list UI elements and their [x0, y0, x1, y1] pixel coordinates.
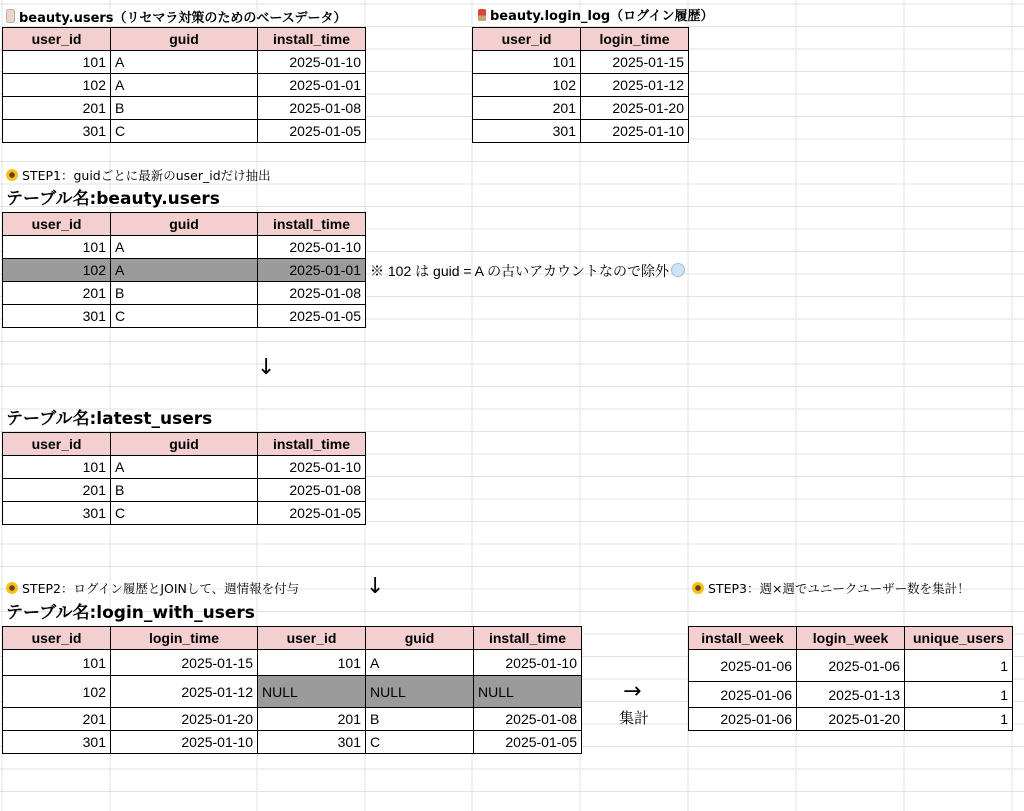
cell-login-time[interactable]: 2025-01-12 [111, 676, 258, 708]
column-header[interactable]: user_id [3, 28, 111, 51]
column-header[interactable]: guid [111, 28, 258, 51]
cell-user-id[interactable]: 101 [3, 456, 111, 479]
sunflower-icon [6, 169, 18, 181]
cell-guid[interactable]: C [111, 305, 258, 328]
column-header[interactable]: guid [111, 433, 258, 456]
cell-install-week[interactable]: 2025-01-06 [689, 708, 797, 731]
table-row-excluded [3, 259, 366, 282]
cell-null[interactable]: NULL [258, 676, 366, 708]
cell-install-time[interactable]: 2025-01-01 [258, 74, 366, 97]
cell-install-time[interactable]: 2025-01-08 [474, 708, 582, 731]
cell-unique-users[interactable]: 1 [905, 682, 1013, 708]
cell-user-id[interactable]: 101 [473, 51, 581, 74]
table-row [689, 650, 1013, 682]
cell-guid[interactable]: A [111, 51, 258, 74]
latest-users-table[interactable] [2, 432, 366, 525]
cell-install-time[interactable]: 2025-01-08 [258, 479, 366, 502]
latest-users-table-name: テーブル名:latest_users [6, 409, 213, 429]
cell-user-id[interactable]: 201 [473, 97, 581, 120]
cell-install-time[interactable]: 2025-01-10 [258, 51, 366, 74]
column-header[interactable]: install_time [474, 627, 582, 650]
cell-user-id[interactable]: 201 [3, 708, 111, 731]
aggregate-label: 集計 [619, 709, 650, 727]
column-header[interactable]: install_time [258, 433, 366, 456]
column-header[interactable]: login_week [797, 627, 905, 650]
cell-login-week[interactable]: 2025-01-06 [797, 650, 905, 682]
cell-login-time[interactable]: 2025-01-15 [581, 51, 689, 74]
table-row [3, 502, 366, 525]
exclusion-note: ※ 102 は guid = A の古いアカウントなので除外 [370, 262, 685, 280]
cell-user-id[interactable]: 301 [3, 305, 111, 328]
cell-login-week[interactable]: 2025-01-20 [797, 708, 905, 731]
table-row [473, 74, 689, 97]
cell-unique-users[interactable]: 1 [905, 650, 1013, 682]
login-log-table[interactable] [472, 27, 689, 143]
column-header[interactable]: user_id [3, 433, 111, 456]
right-arrow: → [623, 679, 642, 704]
table-row [3, 305, 366, 328]
step3-caption: STEP3：週×週でユニークユーザー数を集計！ [692, 581, 970, 597]
users-base-caption: beauty.users（リセマラ対策のためのベースデータ） [4, 9, 347, 27]
cell-user-id[interactable]: 201 [3, 479, 111, 502]
cell-login-time[interactable]: 2025-01-15 [111, 650, 258, 676]
column-header[interactable]: user_id [3, 627, 111, 650]
cell-joined-user-id[interactable]: 201 [258, 708, 366, 731]
column-header[interactable]: guid [111, 213, 258, 236]
cell-guid[interactable]: B [111, 479, 258, 502]
cell-guid[interactable]: B [366, 708, 474, 731]
cell-install-time[interactable]: 2025-01-10 [258, 236, 366, 259]
cell-user-id[interactable]: 102 [3, 676, 111, 708]
cell-install-week[interactable]: 2025-01-06 [689, 682, 797, 708]
table-row [3, 282, 366, 305]
cell-login-time[interactable]: 2025-01-10 [581, 120, 689, 143]
table-row [689, 682, 1013, 708]
cell-guid[interactable]: A [111, 456, 258, 479]
column-header[interactable]: install_time [258, 213, 366, 236]
cell-install-time[interactable]: 2025-01-10 [474, 650, 582, 676]
lipstick-icon [478, 9, 486, 21]
table-row [3, 74, 366, 97]
sunflower-icon [692, 582, 704, 594]
table-row [3, 51, 366, 74]
step1-users-table[interactable] [2, 212, 366, 328]
step1-caption: STEP1：guidごとに最新のuser_idだけ抽出 [6, 168, 271, 184]
cell-user-id[interactable]: 101 [3, 51, 111, 74]
cell-login-time[interactable]: 2025-01-20 [581, 97, 689, 120]
cell-install-time[interactable]: 2025-01-05 [258, 120, 366, 143]
cell-user-id[interactable]: 102 [3, 74, 111, 97]
table-row [473, 97, 689, 120]
weekly-cohort-table[interactable] [688, 626, 1013, 731]
cell-user-id[interactable]: 201 [3, 282, 111, 305]
cell-guid[interactable]: A [111, 236, 258, 259]
table-row [3, 456, 366, 479]
cell-guid[interactable]: C [111, 120, 258, 143]
table-row [689, 708, 1013, 731]
cell-login-week[interactable]: 2025-01-13 [797, 682, 905, 708]
cell-install-time[interactable]: 2025-01-05 [258, 502, 366, 525]
login-with-users-table-name: テーブル名:login_with_users [6, 603, 255, 623]
cell-user-id[interactable]: 301 [3, 731, 111, 754]
column-header[interactable]: user_id [258, 627, 366, 650]
cell-joined-user-id[interactable]: 301 [258, 731, 366, 754]
login-log-caption: beauty.login_log（ログイン履歴） [476, 9, 714, 25]
table-row [473, 120, 689, 143]
cell-login-time[interactable]: 2025-01-10 [111, 731, 258, 754]
table-row [473, 51, 689, 74]
cell-guid[interactable]: B [111, 97, 258, 120]
table-row [3, 708, 582, 731]
cell-install-time[interactable]: 2025-01-10 [258, 456, 366, 479]
cell-guid[interactable]: A [366, 650, 474, 676]
cell-null[interactable]: NULL [474, 676, 582, 708]
column-header[interactable]: login_time [581, 28, 689, 51]
down-arrow: ↓ [257, 355, 276, 380]
column-header[interactable]: unique_users [905, 627, 1013, 650]
cell-guid[interactable]: C [111, 502, 258, 525]
cell-user-id[interactable]: 201 [3, 97, 111, 120]
cell-install-time[interactable]: 2025-01-01 [258, 259, 366, 282]
column-header[interactable]: user_id [3, 213, 111, 236]
column-header[interactable]: login_time [111, 627, 258, 650]
cell-user-id[interactable]: 102 [473, 74, 581, 97]
column-header[interactable]: install_time [258, 28, 366, 51]
bottle-icon [6, 9, 15, 23]
cell-user-id[interactable]: 301 [473, 120, 581, 143]
column-header[interactable]: install_week [689, 627, 797, 650]
table-row [3, 731, 582, 754]
cell-login-time[interactable]: 2025-01-12 [581, 74, 689, 97]
cell-null[interactable]: NULL [366, 676, 474, 708]
cell-user-id[interactable]: 101 [3, 650, 111, 676]
table-row [3, 120, 366, 143]
cell-guid[interactable]: B [111, 282, 258, 305]
cell-unique-users[interactable]: 1 [905, 708, 1013, 731]
cell-install-time[interactable]: 2025-01-08 [258, 282, 366, 305]
login-with-users-table[interactable] [2, 626, 582, 754]
step2-caption: STEP2：ログイン履歴とJOINして、週情報を付与 [6, 581, 299, 597]
cell-user-id[interactable]: 102 [3, 259, 111, 282]
cell-user-id[interactable]: 301 [3, 502, 111, 525]
cell-guid[interactable]: C [366, 731, 474, 754]
table-row [3, 236, 366, 259]
users-base-table[interactable] [2, 27, 366, 143]
table-row [3, 97, 366, 120]
cell-user-id[interactable]: 101 [3, 236, 111, 259]
column-header[interactable]: guid [366, 627, 474, 650]
cell-login-time[interactable]: 2025-01-20 [111, 708, 258, 731]
cell-install-time[interactable]: 2025-01-05 [258, 305, 366, 328]
droplet-icon [671, 263, 685, 277]
cell-user-id[interactable]: 301 [3, 120, 111, 143]
cell-install-week[interactable]: 2025-01-06 [689, 650, 797, 682]
step1-table-name: テーブル名:beauty.users [6, 189, 220, 209]
cell-joined-user-id[interactable]: 101 [258, 650, 366, 676]
cell-guid[interactable]: A [111, 259, 258, 282]
cell-guid[interactable]: A [111, 74, 258, 97]
down-arrow: ↓ [366, 574, 385, 599]
sunflower-icon [6, 582, 18, 594]
column-header[interactable]: user_id [473, 28, 581, 51]
cell-install-time[interactable]: 2025-01-05 [474, 731, 582, 754]
table-row [3, 479, 366, 502]
table-row [3, 676, 582, 708]
table-row [3, 650, 582, 676]
cell-install-time[interactable]: 2025-01-08 [258, 97, 366, 120]
